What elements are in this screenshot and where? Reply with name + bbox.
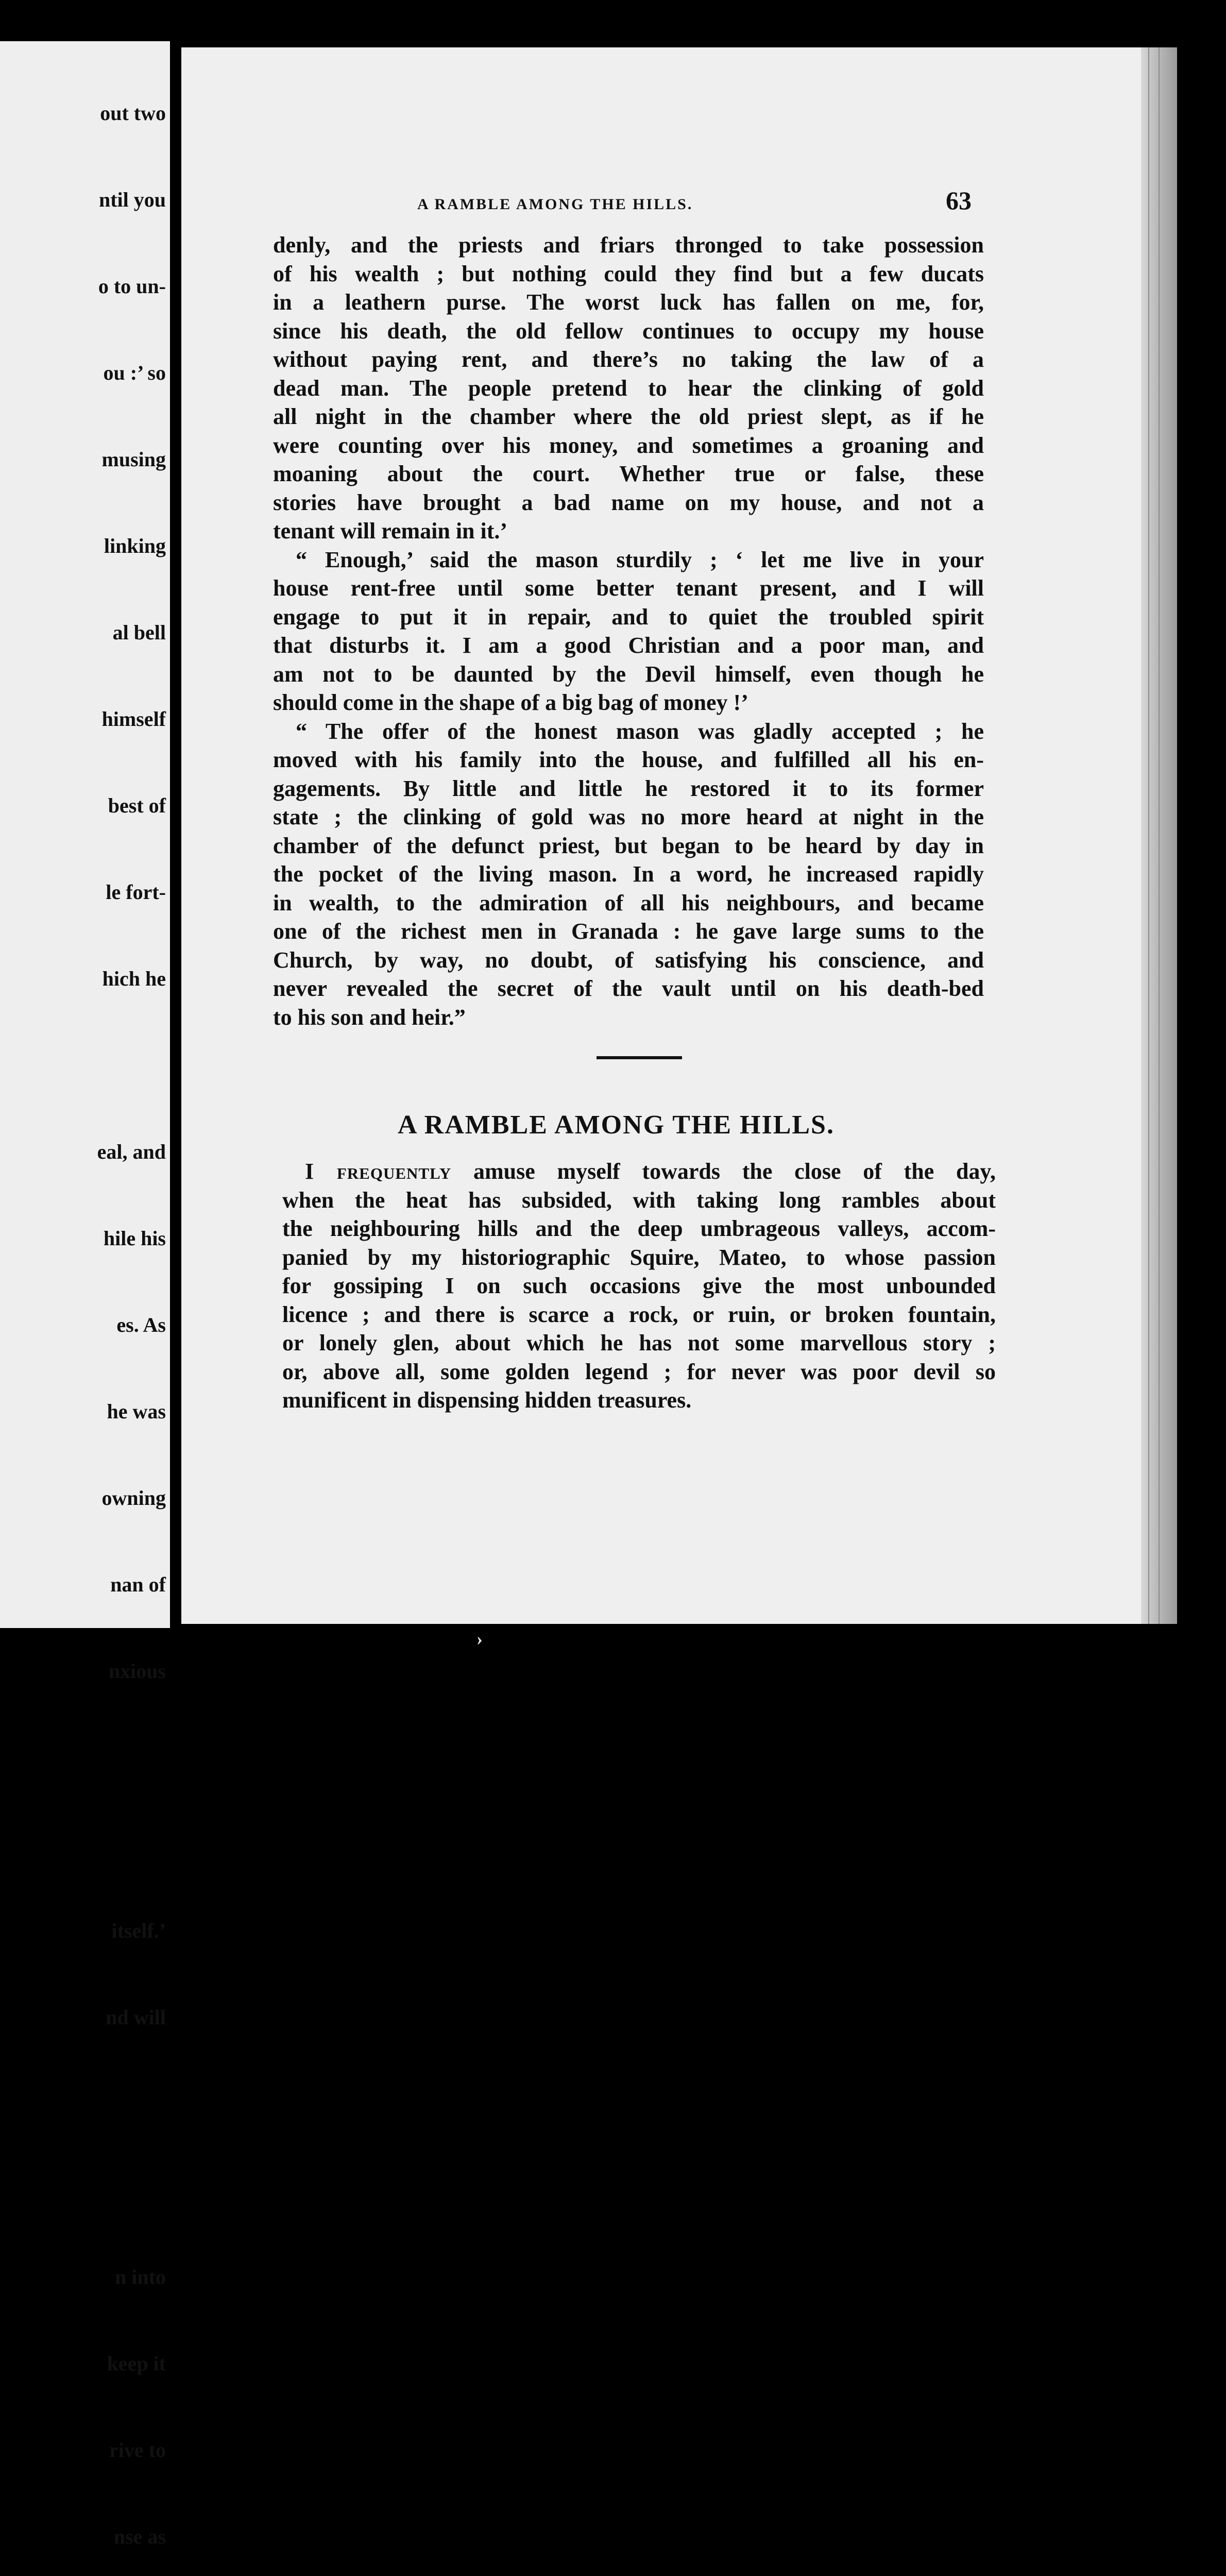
text-line: without paying rent, and there’s no taking the law of a [273,347,984,372]
text-line: am not to be daunted by the Devil himself, even though he [273,661,984,687]
previous-page-line: musing [101,448,166,471]
page-edge-stack [1141,47,1177,1624]
body-text [273,231,984,1031]
previous-page-line: es. As [116,1313,166,1336]
text-line: engage to put it in repair, and to quiet the troubled spirit [273,604,984,630]
text-line: since his death, the old fellow continues to occupy my house [273,318,984,344]
book-gutter [170,0,181,1661]
text-line: licence ; and there is scarce a rock, or ruin, or broken fountain, [282,1301,996,1327]
text-line: one of the richest men in Granada : he gave large sums to the [273,919,984,944]
text-line: tenant will remain in it.’ [273,518,508,544]
text-line: to his son and heir.” [273,1004,466,1030]
previous-page-line: eal, and [97,1140,166,1163]
text-line: all night in the chamber where the old priest slept, as if he [273,404,984,429]
text-line: house rent-free until some better tenant present, and I will [273,575,984,601]
previous-page-line: best of [108,794,166,817]
text-line: stories have brought a bad name on my house, and not a [273,489,984,515]
section-title: A RAMBLE AMONG THE HILLS. [398,1110,835,1140]
previous-page-line: rive to [109,2438,166,2462]
text-line: chamber of the defunct priest, but began to be heard by day in [273,833,984,858]
text-line: for gossiping I on such occasions give the most unbounded [282,1273,996,1298]
text-line: in a leathern purse. The worst luck has fallen on me, for, [273,290,984,315]
text-line: state ; the clinking of gold was no more heard at night in the [273,804,984,829]
previous-page-text [95,41,166,2576]
text-line: that disturbs it. I am a good Christian and a poor man, and [273,633,984,658]
previous-page-line: out two [100,101,166,125]
text-line: or lonely glen, about which he has not some marvellous story ; [282,1330,996,1355]
text-line: in wealth, to the admiration of all his neighbours, and became [273,890,984,916]
text-line: munificent in dispensing hidden treasures. [282,1387,692,1413]
text-line: never revealed the secret of the vault until on his death-bed [273,976,984,1001]
previous-page-line [95,2176,166,2205]
text-line: dead man. The people pretend to hear the clinking of gold [273,375,984,401]
previous-page-line: nan of [110,1573,166,1596]
text-line: should come in the shape of a big bag of money !’ [273,690,748,715]
running-head: A RAMBLE AMONG THE HILLS. [417,196,693,213]
section-text [282,1157,996,1415]
previous-page-line: nxious [108,1659,166,1683]
section-divider [597,1056,682,1059]
text-line: or, above all, some golden legend ; for never was poor devil so [282,1359,996,1384]
previous-page-line: hich he [102,967,166,990]
previous-page-line: hile his [103,1227,166,1250]
previous-page-line: nd will [106,2006,166,2029]
text-line: panied by my historiographic Squire, Mateo, to whose passion [282,1244,996,1270]
text-line: “ Enough,’ said the mason sturdily ; ‘ let me live in your [296,547,984,572]
text-line: the pocket of the living mason. In a word, he increased rapidly [273,861,984,887]
previous-page-line: o to un- [98,275,166,298]
text-line: moaning about the court. Whether true or false, these [273,461,984,486]
previous-page-line: he was [107,1400,166,1423]
text-line: when the heat has subsided, with taking long rambles about [282,1187,996,1213]
previous-page-line [95,1830,166,1859]
first-line-rest: amuse myself towards the close of the day, [451,1159,996,1184]
text-line: were counting over his money, and sometimes a groaning and [273,432,984,458]
previous-page-line: ou :’ so [103,361,166,384]
previous-page-line: al bell [112,621,166,644]
section-first-line [282,1157,996,1186]
previous-page-line: linking [104,534,166,557]
page-number: 63 [946,186,972,215]
previous-page-line: le fort- [106,880,166,904]
text-line: the neighbouring hills and the deep umbrageous valleys, accom- [282,1216,996,1241]
previous-page-fragment [0,41,170,2548]
previous-page-line: n into [115,2265,166,2289]
previous-page-line: keep it [107,2352,166,2375]
scan-marker-arrow: › [476,1629,483,1649]
text-line: moved with his family into the house, and fulfilled all his en- [273,747,984,772]
small-caps-opening: I frequently [305,1159,452,1184]
previous-page-line [95,1743,166,1772]
previous-page-line [95,2090,166,2119]
previous-page-line: himself [101,707,166,731]
text-line: “ The offer of the honest mason was gladly accepted ; he [296,718,984,744]
previous-page-line: itself.’ [111,1919,166,1942]
text-line: gagements. By little and little he restored it to its former [273,775,984,801]
text-line: denly, and the priests and friars thronged to take possession [273,232,984,258]
previous-page-line [95,1051,166,1080]
text-line: of his wealth ; but nothing could they find but a few ducats [273,261,984,286]
previous-page-line: nse as [113,2525,166,2548]
text-line: Church, by way, no doubt, of satisfying his conscience, and [273,947,984,973]
previous-page-line: owning [101,1486,166,1510]
previous-page-line: ntil you [98,188,166,211]
